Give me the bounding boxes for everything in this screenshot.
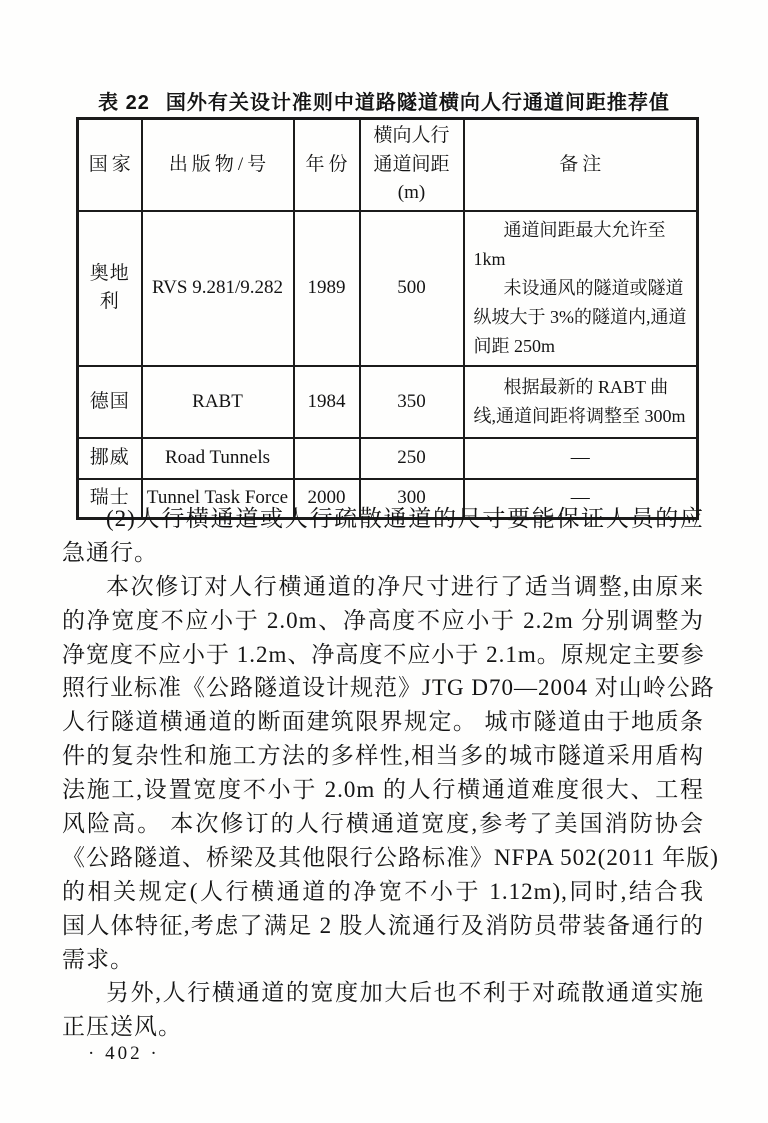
body-text <box>62 502 719 1044</box>
recommended-spacing-table <box>76 117 699 520</box>
cell-year: 2000 <box>294 479 360 519</box>
cell-publication: RABT <box>142 366 294 438</box>
remark-paragraph: 通道间距最大允许至 1km <box>473 219 666 269</box>
table-caption-number: 表 22 <box>98 92 150 114</box>
body-line: 照行业标准《公路隧道设计规范》JTG D70—2004 对山岭公路 <box>62 675 715 701</box>
table-header-row <box>78 119 698 211</box>
col-header-remark: 备注 <box>464 119 698 211</box>
body-line: 法施工,设置宽度不小于 2.0m 的人行横通道难度很大、工程 <box>62 777 704 803</box>
cell-spacing: 300 <box>360 479 464 519</box>
body-line: 需求。 <box>62 946 134 972</box>
cell-spacing: 350 <box>360 366 464 438</box>
body-line: 净宽度不应小于 1.2m、净高度不应小于 2.1m。原规定主要参 <box>62 641 705 667</box>
cell-country: 挪威 <box>78 438 142 479</box>
cell-year <box>294 438 360 479</box>
body-line: 的相关规定(人行横通道的净宽不小于 1.12m),同时,结合我 <box>62 878 704 904</box>
body-line: 本次修订对人行横通道的净尺寸进行了适当调整,由原来 <box>106 573 704 599</box>
cell-country: 瑞士 <box>78 479 142 519</box>
table-row-norway <box>78 438 698 479</box>
body-line: 正压送风。 <box>62 1014 182 1040</box>
body-line: 国人体特征,考虑了满足 2 股人流通行及消防员带装备通行的 <box>62 912 704 938</box>
table-caption-title: 国外有关设计准则中道路隧道横向人行通道间距推荐值 <box>165 92 670 114</box>
col-header-publication: 出版物/号 <box>142 119 294 211</box>
col-header-year: 年份 <box>294 119 360 211</box>
page-number: · 402 · <box>88 1043 160 1064</box>
body-line: 急通行。 <box>62 539 158 565</box>
body-line: 风险高。 本次修订的人行横通道宽度,参考了美国消防协会 <box>62 811 704 837</box>
body-line: 另外,人行横通道的宽度加大后也不利于对疏散通道实施 <box>106 980 704 1006</box>
cell-remark <box>464 211 698 366</box>
cell-remark <box>464 366 698 438</box>
remark-paragraph: 未设通风的隧道或隧道纵坡大于 3%的隧道内,通道间距 250m <box>473 277 687 356</box>
cell-country: 德国 <box>78 366 142 438</box>
cell-year: 1984 <box>294 366 360 438</box>
cell-remark: — <box>464 479 698 519</box>
body-line: 的净宽度不应小于 2.0m、净高度不应小于 2.2m 分别调整为 <box>62 607 704 633</box>
cell-spacing: 250 <box>360 438 464 479</box>
table-row-austria <box>78 211 698 366</box>
table-row-germany <box>78 366 698 438</box>
table-caption <box>0 86 768 115</box>
cell-publication: RVS 9.281/9.282 <box>142 211 294 366</box>
cell-country: 奥地利 <box>78 211 142 366</box>
remark-paragraph: 根据最新的 RABT 曲线,通道间距将调整至 300m <box>473 376 686 426</box>
col-header-spacing: 横向人行通道间距(m) <box>360 119 464 211</box>
body-line: 《公路隧道、桥梁及其他限行公路标准》NFPA 502(2011 年版) <box>62 844 719 870</box>
cell-publication: Tunnel Task Force <box>142 479 294 519</box>
cell-spacing: 500 <box>360 211 464 366</box>
cell-publication: Road Tunnels <box>142 438 294 479</box>
body-line: 件的复杂性和施工方法的多样性,相当多的城市隧道采用盾构 <box>62 743 704 769</box>
col-header-country: 国家 <box>78 119 142 211</box>
cell-remark: — <box>464 438 698 479</box>
cell-year: 1989 <box>294 211 360 366</box>
body-line: 人行隧道横通道的断面建筑限界规定。 城市隧道由于地质条 <box>62 709 704 735</box>
body-line: (2)人行横通道或人行疏散通道的尺寸要能保证人员的应 <box>106 506 704 531</box>
